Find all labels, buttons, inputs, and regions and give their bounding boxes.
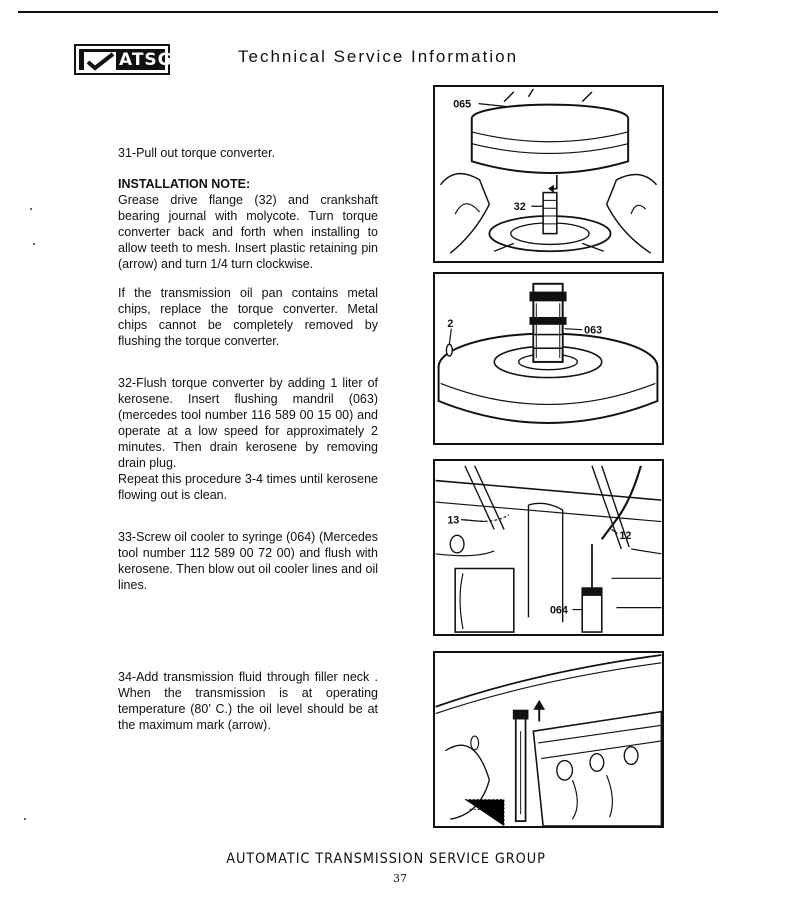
metal-chips-note: If the transmission oil pan contains metal chips, replace the torque converter. Metal chips cannot be completely removed by flushing the torque converter.	[118, 286, 378, 348]
checkmark-icon	[83, 51, 117, 72]
page-title: Technical Service Information	[238, 47, 519, 66]
footer-org: AUTOMATIC TRANSMISSION SERVICE GROUP	[226, 851, 546, 867]
figure-filler-neck	[433, 651, 664, 828]
callout-063: 063	[584, 324, 603, 337]
installation-note	[118, 176, 378, 272]
scan-speck	[33, 243, 35, 245]
figure-flushing-torque-converter	[433, 272, 664, 445]
callout-064: 064	[549, 604, 568, 617]
filler-neck-illustration	[435, 653, 662, 826]
flushing-illustration	[435, 274, 662, 443]
logo-text: ATSG	[119, 50, 173, 70]
step-31-text: 31-Pull out torque converter.	[118, 146, 276, 160]
scan-speck	[24, 818, 26, 820]
torque-converter-removal-illustration	[435, 87, 662, 261]
installation-note-text: Grease drive flange (32) and crankshaft bearing journal with molycote. Turn torque converter back and forth when installing to allow teeth to mesh. Insert plastic retaining pin (arrow) and turn 1/4 turn clockwise.	[118, 193, 378, 271]
figure-torque-converter-removal	[433, 85, 664, 263]
callout-12: 12	[619, 530, 632, 543]
page-number: 37	[393, 872, 407, 885]
atsg-logo	[74, 44, 173, 75]
callout-13: 13	[447, 514, 460, 527]
step-32	[118, 375, 378, 503]
step-34-text: 34-Add transmission fluid through filler neck . When the transmission is at operating temperature (80’ C.) the oil level should be at the maximum mark (arrow).	[118, 670, 378, 732]
top-rule	[18, 11, 718, 13]
step-33-text: 33-Screw oil cooler to syringe (064) (Mercedes tool number 112 589 00 72 00) and flush with kerosene. Then blow out oil cooler lines and oil lines.	[118, 530, 378, 592]
oil-cooler-illustration	[435, 461, 662, 634]
step-32-repeat: Repeat this procedure 3-4 times until kerosene flowing out is clean.	[118, 472, 378, 502]
figure-oil-cooler-flushing	[433, 459, 664, 636]
callout-2: 2	[447, 317, 454, 330]
step-32-text: 32-Flush torque converter by adding 1 liter of kerosene. Insert flushing mandril (063) (mercedes tool number 116 589 00 15 00) and operate at a low speed for approximately 2 minutes. Then drain kerosene by removing drain plug.	[118, 376, 378, 470]
scan-speck	[30, 208, 32, 210]
callout-065: 065	[453, 98, 472, 111]
callout-32: 32	[513, 201, 526, 214]
installation-note-heading: INSTALLATION NOTE:	[118, 177, 251, 191]
